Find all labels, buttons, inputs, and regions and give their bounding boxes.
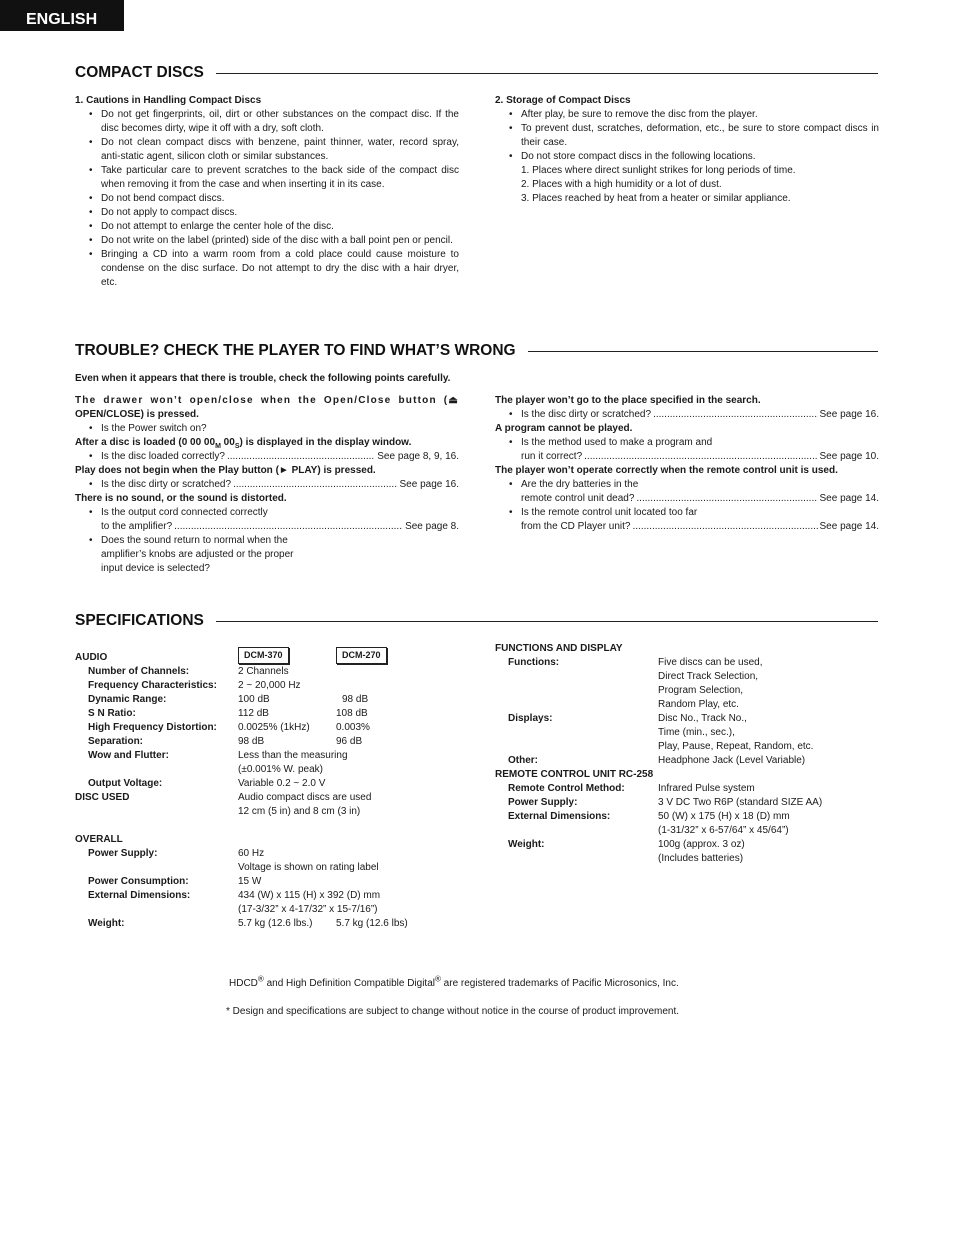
search-problem-title: The player won’t go to the place specified in the search. bbox=[495, 395, 761, 406]
sound-check-2-cont: input device is selected? bbox=[101, 563, 210, 574]
remote-check-2: • Is the remote control unit located too far bbox=[495, 506, 879, 520]
trouble-title: TROUBLE? CHECK THE PLAYER TO FIND WHAT’S WRONG bbox=[75, 342, 516, 359]
spec-row: Weight: 100g (approx. 3 oz) bbox=[508, 839, 745, 850]
caution-item: • Do not bend compact discs. bbox=[75, 192, 459, 206]
spec-group-overall: OVERALL bbox=[75, 834, 123, 845]
eject-icon: ⏏ bbox=[448, 395, 459, 406]
model-label-dcm370: DCM-370 bbox=[238, 647, 289, 664]
spec-row: DISC USED Audio compact discs are used bbox=[75, 792, 372, 803]
spec-row: Power Supply: 3 V DC Two R6P (standard SIZE AA) bbox=[508, 797, 823, 808]
spec-row: External Dimensions: 434 (W) x 115 (H) x 392 (D) mm bbox=[88, 890, 381, 901]
program-problem-title: A program cannot be played. bbox=[495, 423, 633, 434]
storage-item: • Do not store compact discs in the following locations. bbox=[495, 150, 879, 164]
sound-check-2-cont: amplifier’s knobs are adjusted or the proper bbox=[101, 549, 294, 560]
spec-row: Voltage is shown on rating label bbox=[238, 862, 379, 873]
sound-check-1-cont: to the amplifier? ..... See page 8. bbox=[75, 520, 459, 534]
spec-row: External Dimensions: 50 (W) x 175 (H) x 18 (D) mm bbox=[508, 811, 790, 822]
program-check-cont: run it correct? ..... See page 10. bbox=[495, 450, 879, 464]
spec-row: Output Voltage: Variable 0.2 ~ 2.0 V bbox=[88, 778, 326, 789]
specifications-title: SPECIFICATIONS bbox=[75, 612, 204, 629]
spec-left-table bbox=[75, 651, 475, 931]
remote-check-1: • Are the dry batteries in the bbox=[495, 478, 879, 492]
cautions-section bbox=[75, 94, 459, 290]
spec-row: Dynamic Range: 100 dB 98 dB bbox=[88, 694, 369, 705]
spec-row: Wow and Flutter: Less than the measuring bbox=[88, 750, 348, 761]
trademark-note: HDCD® and High Definition Compatible Digital® are registered trademarks of Pacific Microsonics, Inc. bbox=[229, 974, 679, 989]
play-icon: ► bbox=[278, 465, 289, 476]
remote-check-2-cont: from the CD Player unit? ..... See page 14. bbox=[495, 520, 879, 534]
spec-row: Power Consumption: 15 W bbox=[88, 876, 262, 887]
play-problem-title: Play does not begin when the Play button (► PLAY) is pressed. bbox=[75, 465, 376, 476]
sound-check-1: • Is the output cord connected correctly bbox=[75, 506, 459, 520]
caution-item: • Do not attempt to enlarge the center hole of the disc. bbox=[75, 220, 459, 234]
storage-section bbox=[495, 94, 879, 206]
program-check: • Is the method used to make a program and bbox=[495, 436, 879, 450]
language-tab: ENGLISH bbox=[0, 0, 124, 31]
spec-row: 12 cm (5 in) and 8 cm (3 in) bbox=[238, 806, 361, 817]
storage-item: • To prevent dust, scratches, deformation, etc., be sure to store compact discs in their case. bbox=[495, 122, 879, 150]
storage-location: 2. Places with a high humidity or a lot of dust. bbox=[521, 179, 722, 190]
storage-title: 2. Storage of Compact Discs bbox=[495, 95, 631, 106]
trouble-right-column bbox=[495, 394, 879, 534]
spec-row: (Includes batteries) bbox=[658, 853, 744, 864]
storage-location: 1. Places where direct sunlight strikes for long periods of time. bbox=[521, 165, 796, 176]
loaded-check: • Is the disc loaded correctly? ..... See page 8, 9, 16. bbox=[75, 450, 459, 464]
storage-item: • After play, be sure to remove the disc from the player. bbox=[495, 108, 879, 122]
caution-item: • Do not clean compact discs with benzene, paint thinner, water, record spray, anti-static agent, silicon cloth or similar substances. bbox=[75, 136, 459, 164]
trouble-left-column bbox=[75, 394, 459, 576]
loaded-problem-title: After a disc is loaded (0 00 $00_M$ $00_S$) is displayed in the display window. bbox=[75, 437, 412, 450]
trouble-intro: Even when it appears that there is trouble, check the following points carefully. bbox=[75, 373, 451, 384]
spec-row: (±0.001% W. peak) bbox=[238, 764, 323, 775]
search-check: • Is the disc dirty or scratched? ..... See page 16. bbox=[495, 408, 879, 422]
sound-check-2: • Does the sound return to normal when the bbox=[75, 534, 459, 548]
spec-row: S N Ratio: 112 dB 108 dB bbox=[88, 708, 368, 719]
compact-discs-heading bbox=[75, 64, 878, 82]
compact-discs-title: COMPACT DISCS bbox=[75, 64, 204, 81]
spec-group-functions: FUNCTIONS AND DISPLAY bbox=[495, 643, 623, 654]
spec-row: Direct Track Selection, bbox=[658, 671, 759, 682]
sound-problem-title: There is no sound, or the sound is distorted. bbox=[75, 493, 287, 504]
drawer-check: • Is the Power switch on? bbox=[75, 422, 459, 436]
spec-row: Power Supply: 60 Hz bbox=[88, 848, 265, 859]
caution-item: • Bringing a CD into a warm room from a cold place could cause moisture to condense on the disc surface. Do not attempt to dry the disc with a hair dryer, etc. bbox=[75, 248, 459, 290]
spec-right-table bbox=[495, 642, 879, 866]
model-label-dcm270: DCM-270 bbox=[336, 647, 387, 664]
caution-item: • Do not apply to compact discs. bbox=[75, 206, 459, 220]
spec-row: (1-31/32” x 6-57/64” x 45/64”) bbox=[658, 825, 789, 836]
drawer-problem-title-cont: OPEN/CLOSE) is pressed. bbox=[75, 409, 199, 420]
caution-item: • Take particular care to prevent scratches to the back side of the compact disc when removing it from the case and when inserting it in its case. bbox=[75, 164, 459, 192]
storage-location: 3. Places reached by heat from a heater or similar appliance. bbox=[521, 193, 791, 204]
spec-row: Program Selection, bbox=[658, 685, 744, 696]
spec-row: Other: Headphone Jack (Level Variable) bbox=[508, 755, 806, 766]
spec-row: Frequency Characteristics: 2 ~ 20,000 Hz bbox=[88, 680, 301, 691]
spec-row: (17-3/32” x 4-17/32” x 15-7/16”) bbox=[238, 904, 378, 915]
remote-check-1-cont: remote control unit dead? ..... See page 14. bbox=[495, 492, 879, 506]
spec-row: High Frequency Distortion: 0.0025% (1kHz) 0.003% bbox=[88, 722, 370, 733]
cautions-title: 1. Cautions in Handling Compact Discs bbox=[75, 95, 262, 106]
spec-row: Functions: Five discs can be used, bbox=[508, 657, 763, 668]
drawer-problem-title: The drawer won’t open/close when the Open/Close button (⏏ bbox=[75, 395, 459, 406]
play-check: • Is the disc dirty or scratched? ..... See page 16. bbox=[75, 478, 459, 492]
spec-row: Remote Control Method: Infrared Pulse system bbox=[508, 783, 755, 794]
remote-problem-title: The player won’t operate correctly when the remote control unit is used. bbox=[495, 465, 838, 476]
spec-row: Displays: Disc No., Track No., bbox=[508, 713, 747, 724]
spec-row: Separation: 98 dB 96 dB bbox=[88, 736, 363, 747]
spec-row: Number of Channels: 2 Channels bbox=[88, 666, 289, 677]
spec-row: Time (min., sec.), bbox=[658, 727, 735, 738]
spec-row: Random Play, etc. bbox=[658, 699, 739, 710]
spec-row: Weight: 5.7 kg (12.6 lbs.) 5.7 kg (12.6 lbs) bbox=[88, 918, 408, 929]
spec-row: Play, Pause, Repeat, Random, etc. bbox=[658, 741, 814, 752]
trouble-heading bbox=[75, 342, 878, 360]
specifications-heading bbox=[75, 612, 878, 630]
caution-item: • Do not write on the label (printed) side of the disc with a ball point pen or pencil. bbox=[75, 234, 459, 248]
spec-group-audio: AUDIO bbox=[75, 652, 108, 663]
design-change-note: * Design and specifications are subject to change without notice in the course of product improvement. bbox=[226, 1006, 680, 1017]
caution-item: • Do not get fingerprints, oil, dirt or other substances on the compact disc. If the disc becomes dirty, wipe it off with a dry, soft cloth. bbox=[75, 108, 459, 136]
spec-group-remote: REMOTE CONTROL UNIT RC-258 bbox=[495, 769, 654, 780]
